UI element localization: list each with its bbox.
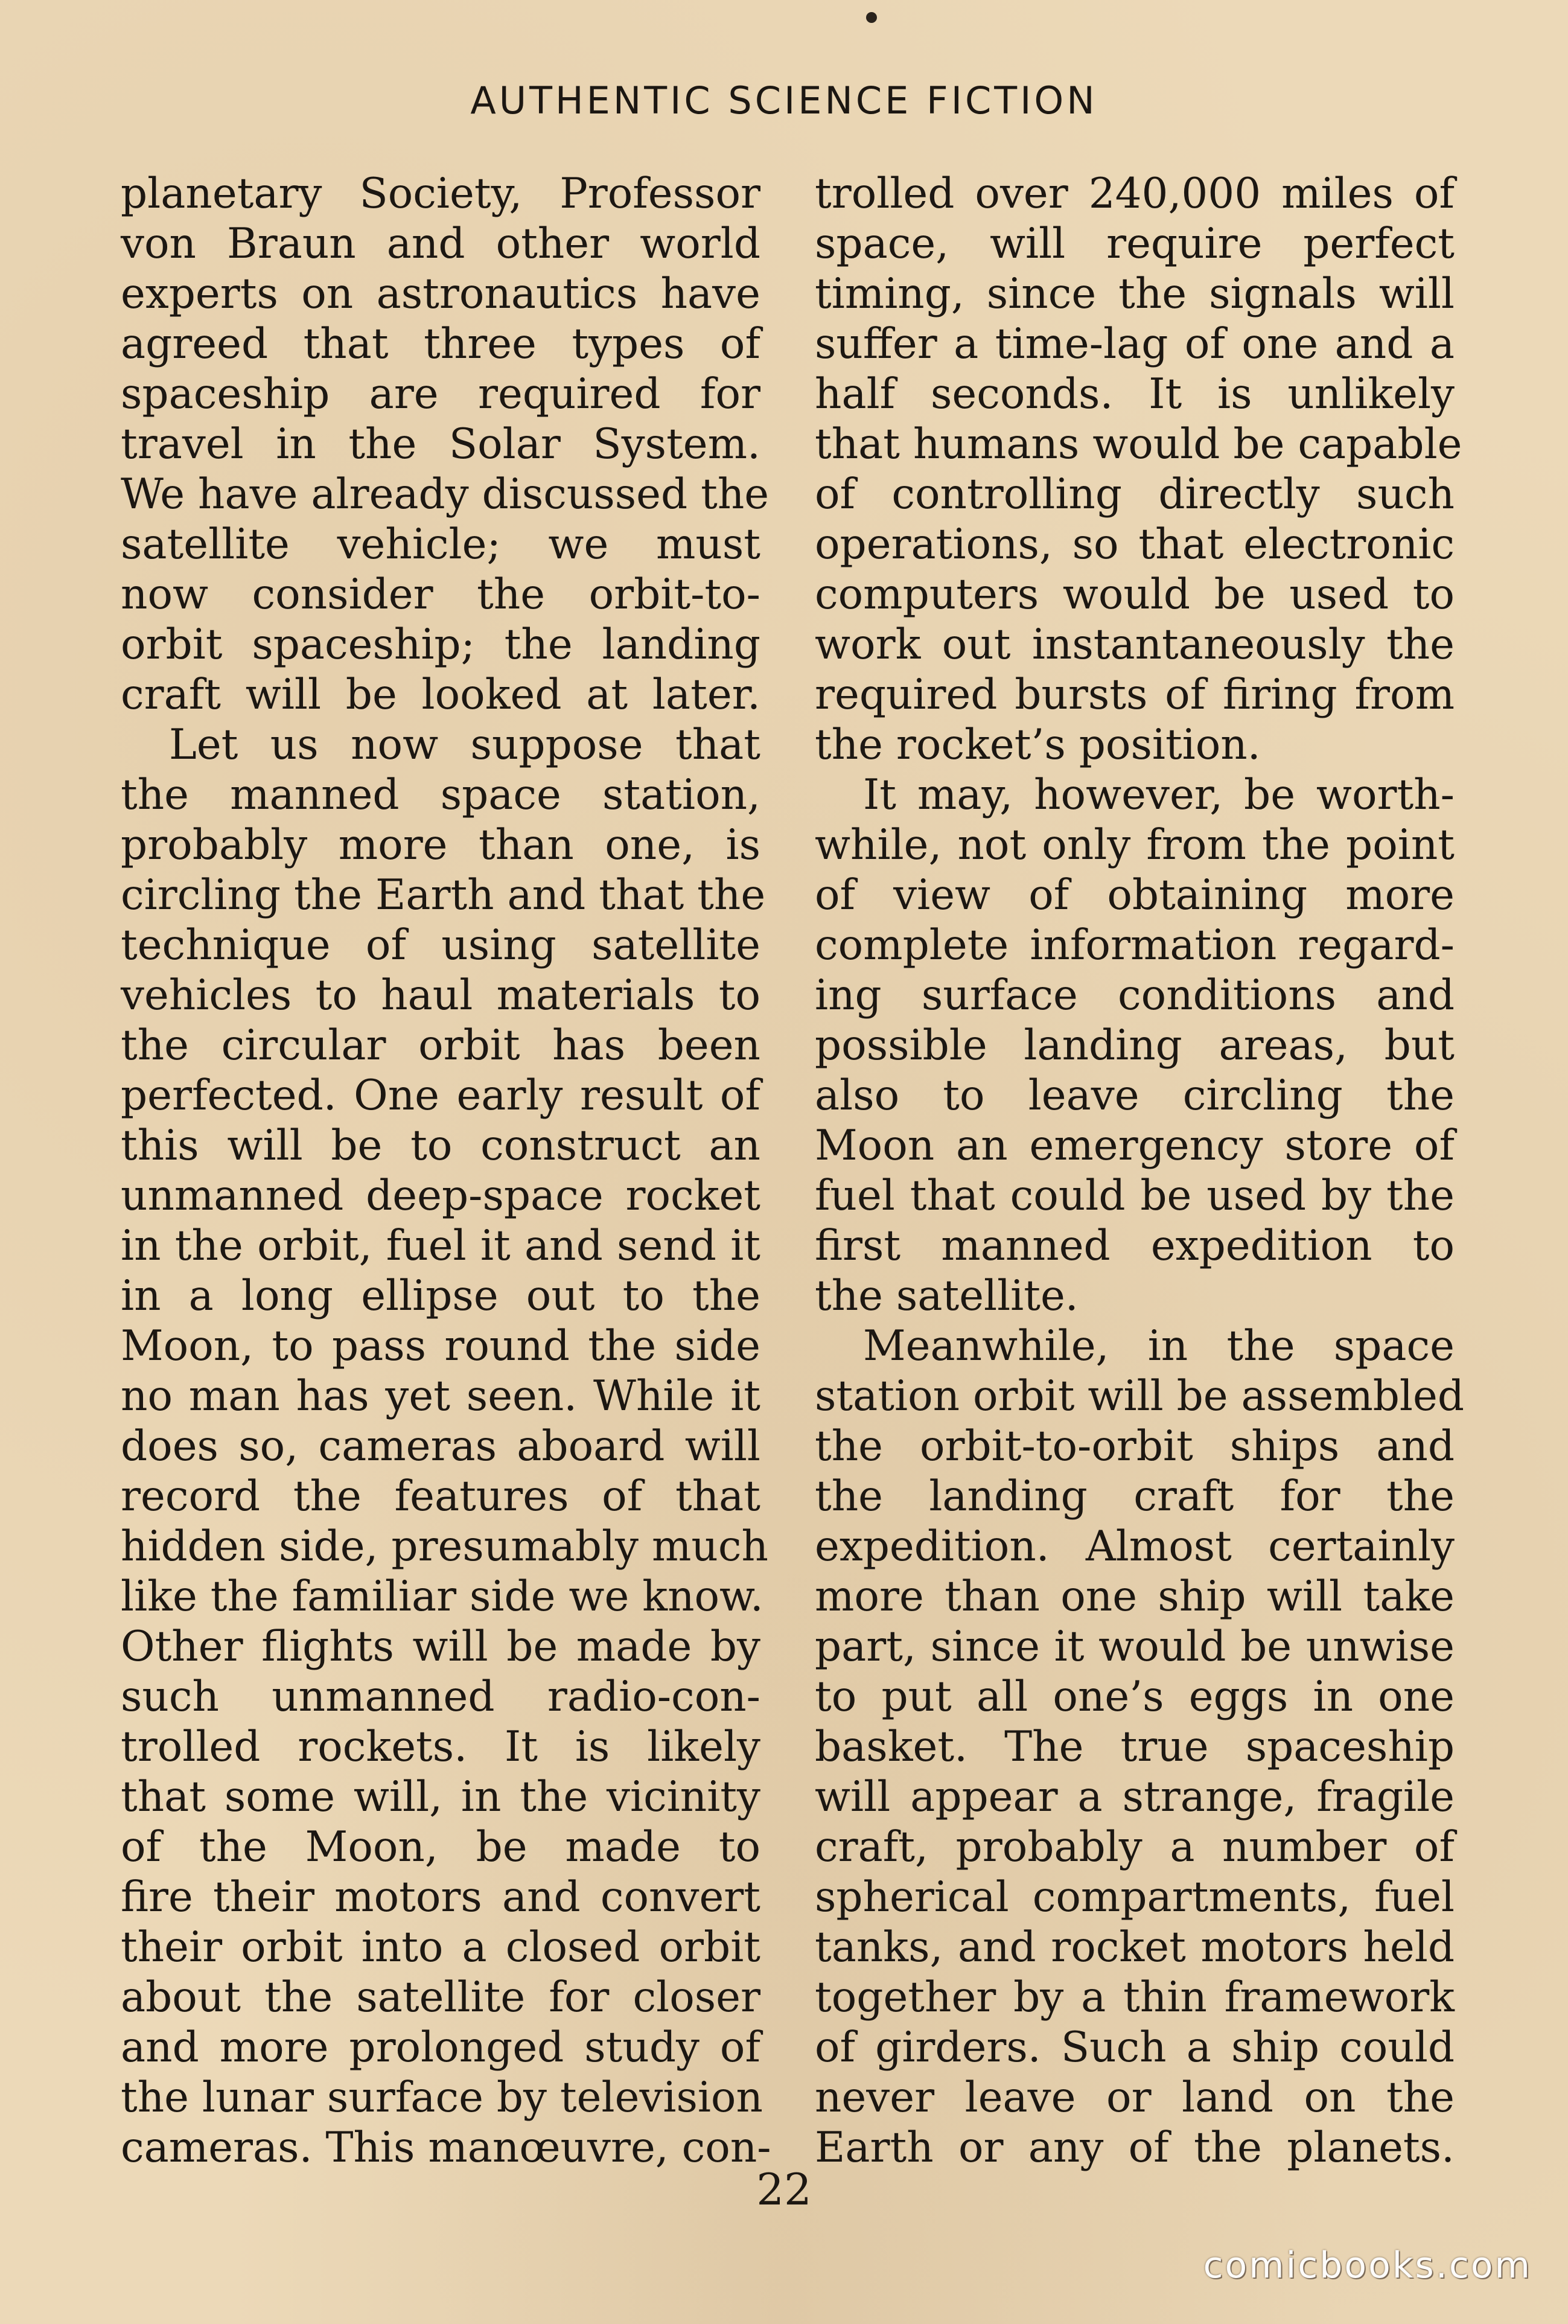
text-line: Moon, to pass round the side [121,1322,760,1370]
text-line: no man has yet seen. While it [121,1372,760,1420]
text-line: hidden side, presumably much [121,1522,768,1571]
text-line: of controlling directly such [815,470,1455,519]
text-line: of girders. Such a ship could [815,2023,1455,2072]
text-line: required bursts of firing from [815,671,1455,719]
text-line: timing, since the signals will [815,270,1455,318]
text-line: the rocket’s position. [815,721,1261,769]
text-line: operations, so that electronic [815,520,1455,569]
text-line: in the orbit, fuel it and send it [121,1222,760,1270]
running-head: AUTHENTIC SCIENCE FICTION [470,78,1098,123]
page-number: 22 [756,2164,812,2215]
text-line: the satellite. [815,1272,1079,1320]
text-line: possible landing areas, but [815,1021,1455,1070]
text-line: suffer a time-lag of one and a [815,320,1455,368]
text-line: agreed that three types of [121,320,760,368]
text-line: this will be to construct an [121,1122,760,1170]
left-column [121,169,771,2173]
text-line: Moon an emergency store of [815,1122,1455,1170]
text-line: together by a thin framework [815,1973,1455,2022]
text-line: first manned expedition to [815,1222,1455,1270]
text-line: trolled rockets. It is likely [121,1723,760,1771]
text-line: basket. The true spaceship [815,1723,1455,1771]
text-line: technique of using satellite [121,921,760,969]
ink-dot [866,12,877,23]
text-line: Earth or any of the planets. [815,2124,1455,2172]
text-line: experts on astronautics have [121,270,760,318]
text-line: fuel that could be used by the [815,1172,1455,1220]
text-line: work out instantaneously the [815,621,1455,669]
text-line: will appear a strange, fragile [815,1773,1455,1821]
text-line: now consider the orbit-to- [121,570,760,619]
text-line: like the familiar side we know. [121,1572,763,1621]
text-line: while, not only from the point [815,821,1455,869]
watermark-logo: comicbooks.com [1203,2244,1532,2287]
text-line: satellite vehicle; we must [121,520,760,569]
text-line: part, since it would be unwise [815,1623,1455,1671]
text-line: half seconds. It is unlikely [815,370,1455,418]
text-line: the circular orbit has been [121,1021,760,1070]
text-line: probably more than one, is [121,821,760,869]
text-line: the lunar surface by television [121,2073,763,2122]
text-line: planetary Society, Professor [121,170,760,218]
right-column [815,169,1465,2173]
text-line: also to leave circling the [815,1071,1455,1120]
text-line: that some will, in the vicinity [121,1773,760,1821]
text-line: circling the Earth and that the [121,871,766,919]
text-line: complete information regard- [815,921,1455,969]
text-line: Meanwhile, in the space [863,1322,1455,1370]
text-line: Other flights will be made by [121,1623,760,1671]
text-line: the landing craft for the [815,1472,1455,1521]
text-line: cameras. This manœuvre, con- [121,2124,771,2172]
text-line: von Braun and other world [121,220,760,268]
text-line: It may, however, be worth- [863,771,1455,819]
text-line: more than one ship will take [815,1572,1455,1621]
text-line: record the features of that [121,1472,760,1521]
text-line: trolled over 240,000 miles of [815,170,1455,218]
text-line: that humans would be capable [815,420,1462,468]
text-line: ing surface conditions and [815,971,1455,1020]
text-line: craft, probably a number of [815,1823,1455,1871]
text-line: their orbit into a closed orbit [121,1923,760,1971]
text-line: space, will require perfect [815,220,1455,268]
text-line: of the Moon, be made to [121,1823,760,1871]
text-line: unmanned deep-space rocket [121,1172,760,1220]
text-line: We have already discussed the [121,470,770,519]
text-line: such unmanned radio-con- [121,1673,760,1721]
text-line: Let us now suppose that [169,721,760,769]
text-line: perfected. One early result of [121,1071,760,1120]
text-line: spaceship are required for [121,370,760,418]
text-line: of view of obtaining more [815,871,1455,919]
text-line: spherical compartments, fuel [815,1873,1455,1921]
text-line: computers would be used to [815,570,1455,619]
text-line: never leave or land on the [815,2073,1455,2122]
text-line: orbit spaceship; the landing [121,621,760,669]
text-line: the orbit-to-orbit ships and [815,1422,1455,1470]
text-line: in a long ellipse out to the [121,1272,760,1320]
text-line: expedition. Almost certainly [815,1522,1455,1571]
text-line: the manned space station, [121,771,760,819]
text-line: vehicles to haul materials to [121,971,760,1020]
text-line: tanks, and rocket motors held [815,1923,1455,1971]
text-line: to put all one’s eggs in one [815,1673,1455,1721]
text-line: about the satellite for closer [121,1973,760,2022]
text-line: does so, cameras aboard will [121,1422,760,1470]
text-line: craft will be looked at later. [121,671,760,719]
text-line: travel in the Solar System. [121,420,760,468]
text-line: and more prolonged study of [121,2023,760,2072]
text-line: fire their motors and convert [121,1873,760,1921]
text-line: station orbit will be assembled [815,1372,1465,1420]
